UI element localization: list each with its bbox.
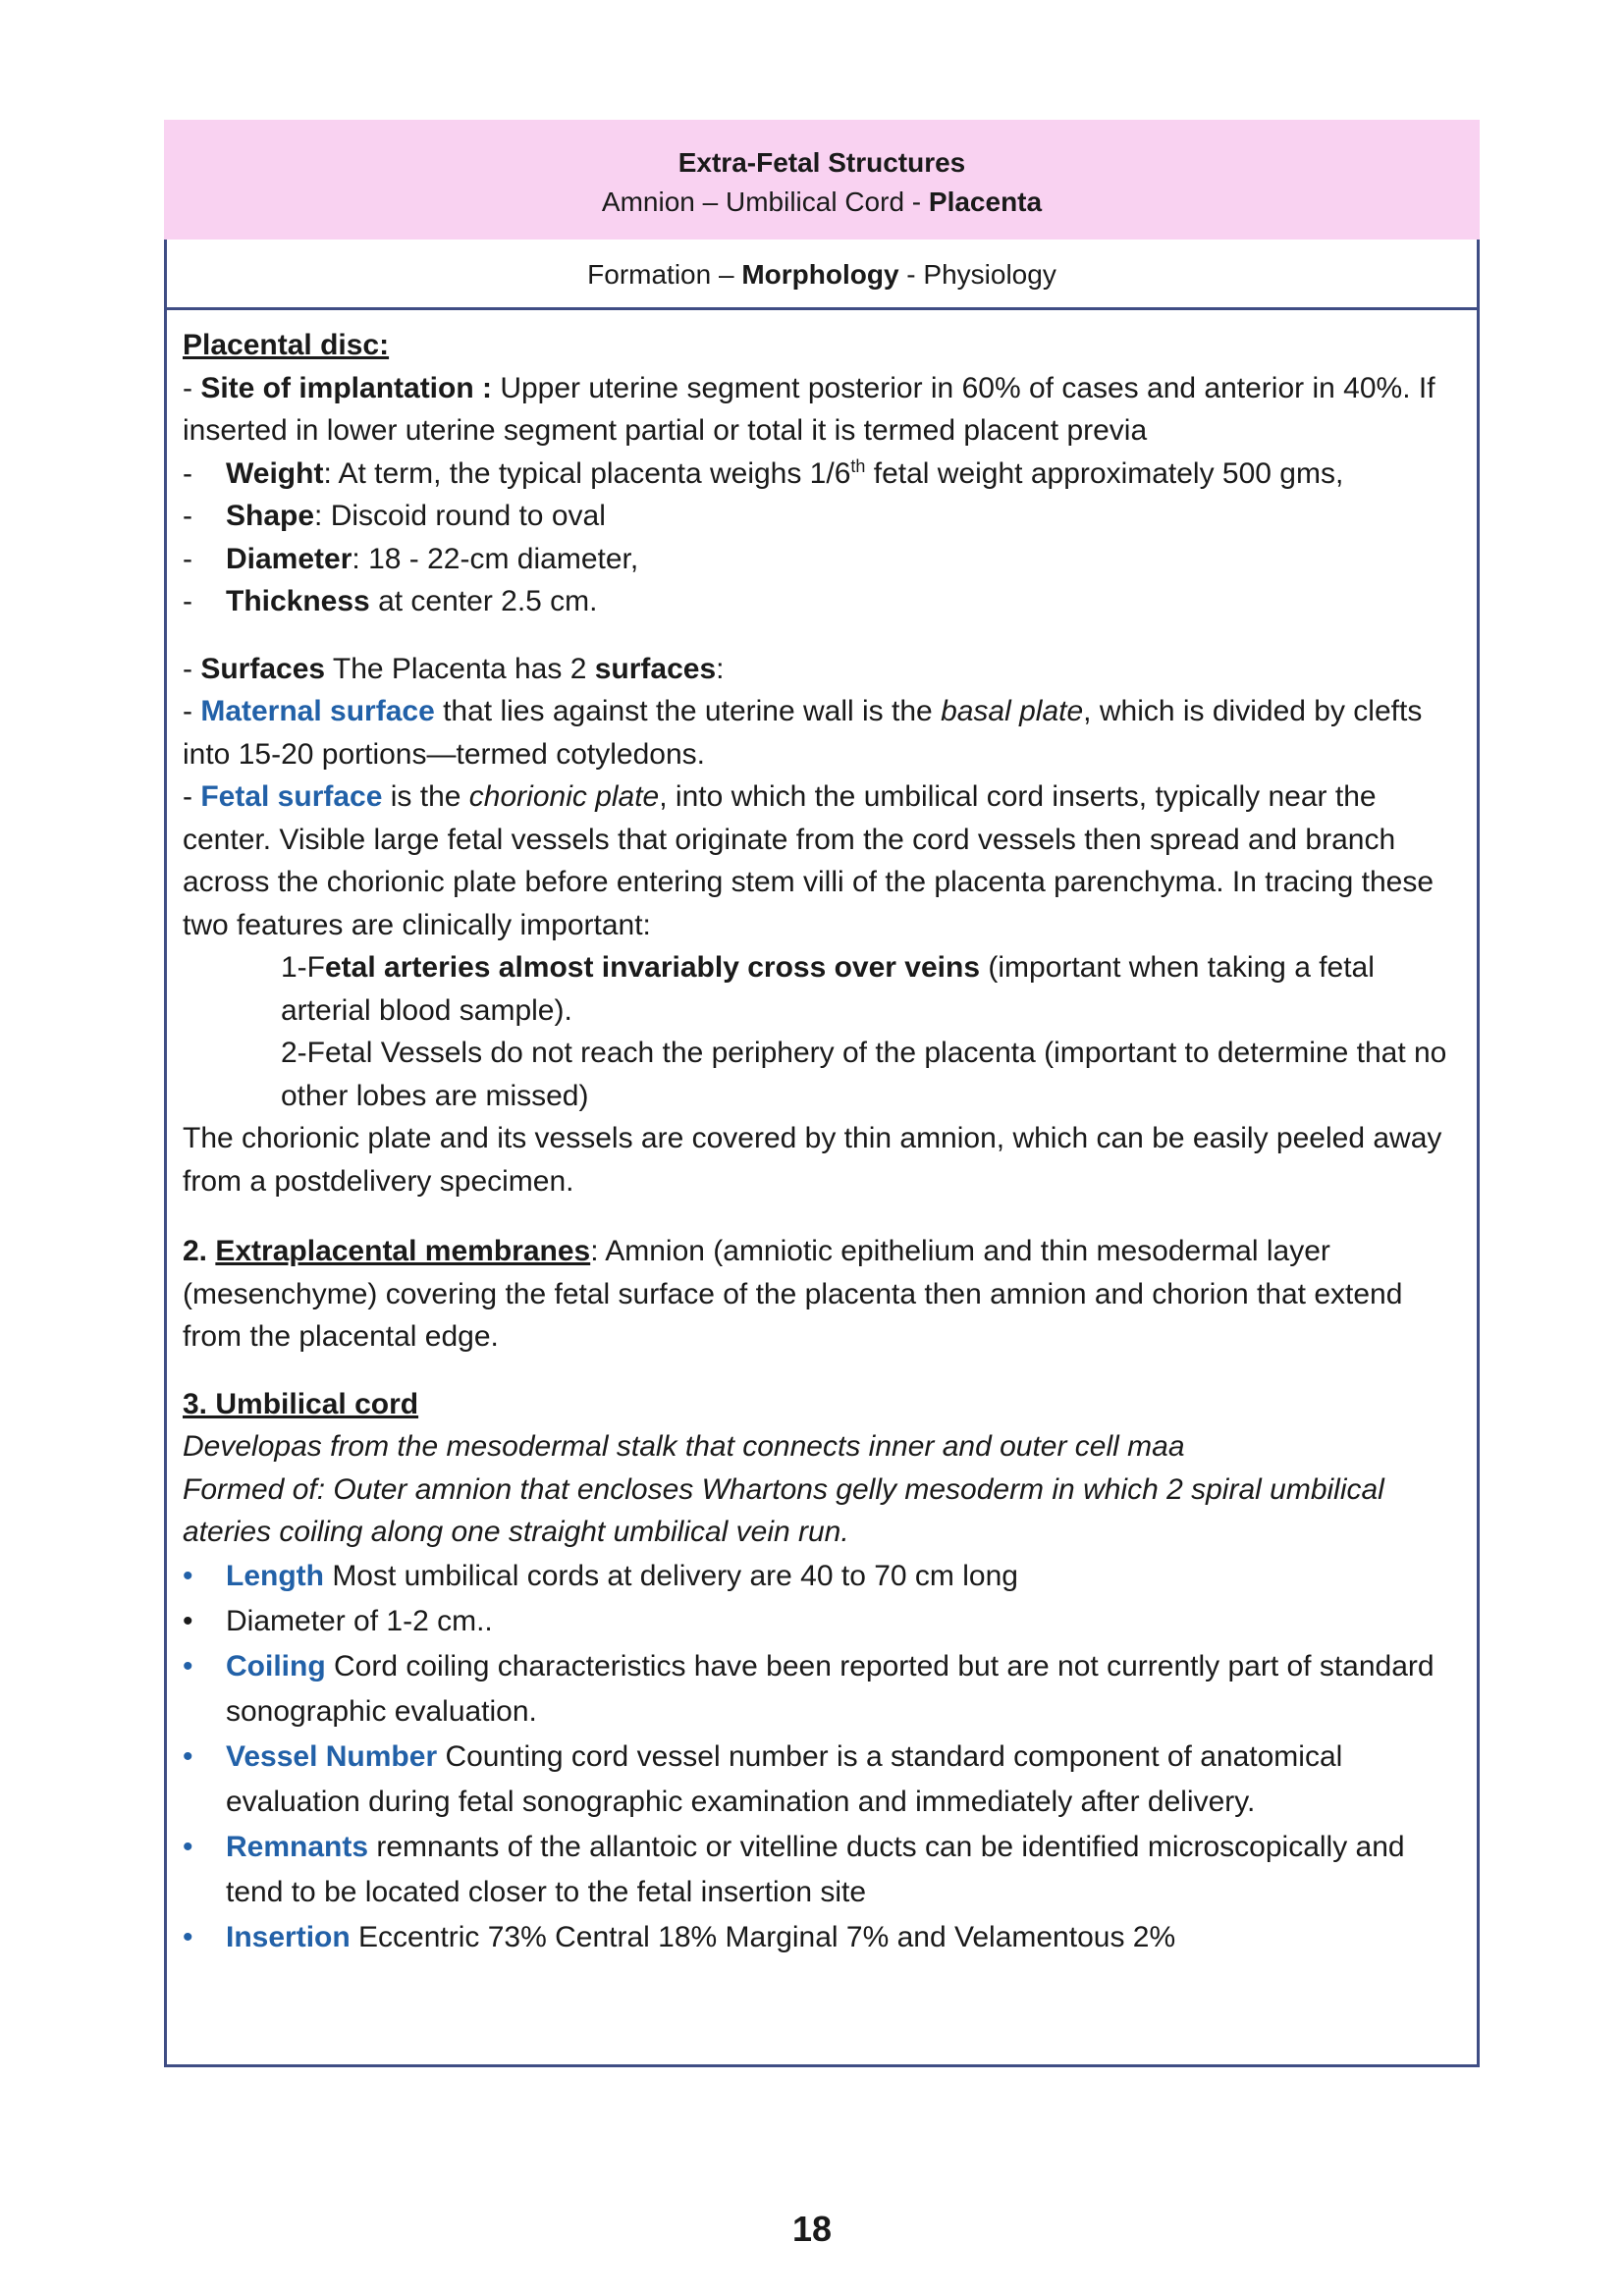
site-label: Site of implantation : [200, 371, 492, 404]
bullet-coiling [183, 1644, 1469, 1735]
bullet-dot: • [183, 1739, 193, 1773]
bullet-text: Diameter of 1-2 cm.. [226, 1604, 493, 1637]
thickness-item [183, 580, 1469, 623]
bullet-remnants [183, 1825, 1469, 1915]
maternal-text2: , which is divided by clefts into 15-20 portions—termed cotyledons. [183, 695, 1423, 771]
bullet-label: Vessel Number [226, 1739, 438, 1773]
point1-prefix: 1-F [281, 951, 325, 984]
spacer [183, 1359, 1469, 1383]
dash-marker: - [183, 585, 192, 617]
diameter-label: Diameter [226, 542, 352, 575]
maternal-label: Maternal surface [200, 695, 435, 727]
page-number: 18 [791, 2209, 833, 2249]
bullet-dot: • [183, 1830, 193, 1863]
bullet-vessel-number [183, 1735, 1469, 1825]
thickness-text: at center 2.5 cm. [369, 585, 598, 617]
bullet-label: Remnants [226, 1830, 369, 1863]
fetal-surface: - Fetal surface is the chorionic plate, into which the umbilical cord inserts, typically near the center. Visible large fetal vessels that originate from the cord vessels then spread and branch across the chorionic plate before entering stem villi of the placenta parenchyma. In tracing these two features are clinically important: [183, 780, 1435, 941]
header-subtitle [164, 183, 1480, 222]
weight-label: Weight [226, 456, 324, 490]
clinical-point-1 [183, 946, 1469, 1032]
bullet-dot: • [183, 1559, 193, 1592]
content-body [183, 324, 1469, 1960]
surfaces-label: Surfaces [200, 652, 326, 685]
subheader-part1: Formation – [587, 259, 742, 290]
maternal-text1: that lies against the uterine wall is the [434, 695, 942, 727]
fetal-text1: is the [382, 780, 469, 813]
header-subtitle-bold: Placenta [928, 187, 1043, 217]
maternal-surface: - Maternal surface that lies against the uterine wall is the basal plate, which is divided by clefts into 15-20 portions—termed cotyledons. [183, 695, 1423, 771]
bullet-dot: • [183, 1649, 193, 1682]
bullet-length [183, 1554, 1469, 1599]
header-title: Extra-Fetal Structures [677, 147, 966, 178]
subheader-row [167, 240, 1477, 310]
umbilical-bullet-list [183, 1554, 1469, 1960]
diameter-text: : 18 - 22-cm diameter, [352, 542, 639, 575]
bullet-label: Insertion [226, 1920, 351, 1953]
umbilical-italic-1: Developas from the mesodermal stalk that connects inner and outer cell maa [183, 1430, 1185, 1463]
bullet-text: Eccentric 73% Central 18% Marginal 7% and Velamentous 2% [350, 1920, 1176, 1953]
clinical-point-2: 2-Fetal Vessels do not reach the periphery of the placenta (important to determine that no other lobes are missed) [281, 1037, 1447, 1112]
bullet-dot: • [183, 1604, 193, 1637]
shape-label: Shape [226, 500, 315, 532]
chorionic-closing: The chorionic plate and its vessels are covered by thin amnion, which can be easily peeled away from a postdelivery specimen. [183, 1122, 1442, 1198]
surfaces-intro-bold: surfaces [594, 652, 717, 685]
bullet-text: remnants of the allantoic or vitelline ducts can be identified microscopically and tend to be located closer to the fetal insertion site [226, 1830, 1405, 1908]
bullet-dot: • [183, 1920, 193, 1953]
bullet-label: Coiling [226, 1649, 326, 1682]
dash-marker: - [183, 456, 192, 490]
weight-text1: : At term, the typical placenta weighs 1/6 [323, 456, 851, 490]
thickness-label: Thickness [226, 585, 370, 617]
bullet-text: Most umbilical cords at delivery are 40 to 70 cm long [323, 1559, 1018, 1592]
spacer [183, 1202, 1469, 1230]
shape-item [183, 495, 1469, 538]
fetal-italic: chorionic plate [468, 780, 660, 813]
header-band [164, 120, 1480, 240]
surfaces-intro: - Surfaces The Placenta has 2 surfaces: [183, 652, 725, 685]
fetal-text2: , into which the umbilical cord inserts, typically near the center. Visible large fetal vessels that originate from the cord vessels then spread and branch across the chorionic plate before entering stem villi of the placenta parenchyma. In tracing these two features are clinically important: [183, 780, 1435, 941]
bullet-text: Cord coiling characteristics have been reported but are not currently part of standard sonographic evaluation. [226, 1649, 1435, 1728]
surfaces-intro-end: : [716, 652, 725, 685]
subheader-part2: - Physiology [898, 259, 1056, 290]
extraplacental-paragraph [183, 1230, 1469, 1359]
bullet-label: Length [226, 1559, 324, 1592]
dash-marker: - [183, 500, 192, 532]
umbilical-italic-2: Formed of: Outer amnion that encloses Whartons gelly mesoderm in which 2 spiral umbilical ateries coiling along one straight umbilical vein run. [183, 1472, 1384, 1548]
extraplacental-heading: Extraplacental membranes [215, 1235, 591, 1267]
surfaces-intro-text: The Placenta has 2 [325, 652, 595, 685]
bullet-diameter [183, 1599, 1469, 1644]
diameter-item [183, 538, 1469, 581]
shape-text: : Discoid round to oval [314, 500, 606, 532]
point1-bold: etal arteries almost invariably cross over veins [325, 951, 981, 984]
umbilical-heading: 3. Umbilical cord [183, 1387, 419, 1420]
extraplacental-text: : Amnion (amniotic epithelium and thin mesodermal layer (mesenchyme) covering the fetal surface of the placenta then amnion and chorion that extend from the placental edge. [183, 1235, 1403, 1353]
bullet-text: Counting cord vessel number is a standard component of anatomical evaluation during fetal sonographic examination and immediately after delivery. [226, 1739, 1343, 1818]
weight-text2: fetal weight approximately 500 gms, [865, 456, 1344, 490]
bullet-insertion [183, 1915, 1469, 1960]
subheader-bold: Morphology [741, 259, 899, 290]
maternal-italic: basal plate [941, 695, 1084, 727]
site-of-implantation: - Site of implantation : Upper uterine segment posterior in 60% of cases and anterior in 40%. If inserted in lower uterine segment partial or total it is termed placent previa [183, 371, 1435, 447]
header-subtitle-text: Amnion – Umbilical Cord - [601, 187, 929, 217]
point1-text: (important when taking a fetal arterial blood sample). [281, 951, 1375, 1027]
site-text: Upper uterine segment posterior in 60% of cases and anterior in 40%. If inserted in lower uterine segment partial or total it is termed placent previa [183, 371, 1435, 447]
placental-disc-heading: Placental disc: [183, 329, 390, 361]
fetal-label: Fetal surface [200, 780, 383, 813]
spacer [183, 623, 1469, 648]
weight-item [183, 453, 1469, 496]
dash-marker: - [183, 542, 192, 575]
extraplacental-number: 2. [183, 1235, 216, 1267]
weight-sup: th [850, 455, 866, 476]
